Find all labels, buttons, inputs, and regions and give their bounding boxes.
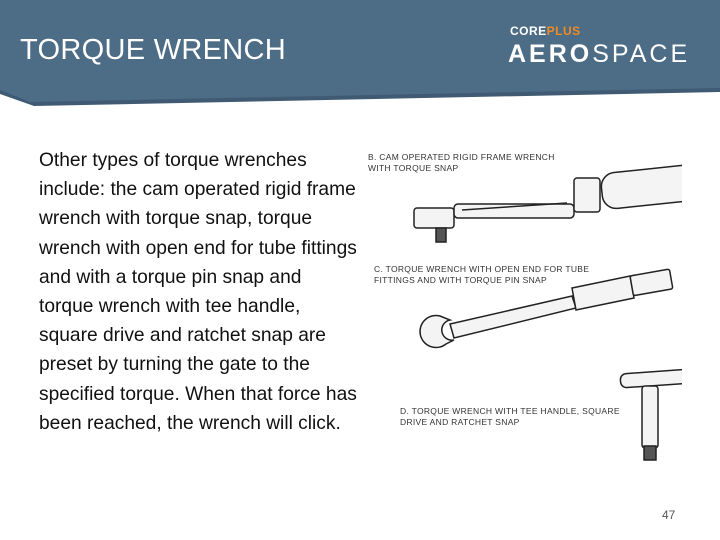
wrench-drawings [362, 148, 682, 473]
caption-c: C. TORQUE WRENCH WITH OPEN END FOR TUBE FITTINGS AND WITH TORQUE PIN SNAP [374, 264, 590, 285]
slide-header [0, 0, 720, 106]
logo-aerospace-text: AEROSPACE [508, 40, 691, 68]
logo-coreplus-text: COREPLUS [510, 24, 581, 38]
coreplus-aerospace-logo [508, 24, 708, 74]
caption-d: D. TORQUE WRENCH WITH TEE HANDLE, SQUARE DRIVE AND RATCHET SNAP [400, 406, 620, 427]
page-number: 47 [662, 508, 676, 522]
body-paragraph: Other types of torque wrenches include: the cam operated rigid frame wrench with torque snap, torque wrench with open end for tube fittings and with a torque pin snap and torque wrench with tee handle, square drive and ratchet snap are preset by turning the gate to the specified torque. When that force has been reached, the wrench will click. [39, 150, 357, 434]
wrench-d-drawing [620, 368, 682, 460]
caption-b: B. CAM OPERATED RIGID FRAME WRENCH WITH TORQUE SNAP [368, 152, 555, 173]
wrench-c-drawing [420, 269, 673, 347]
slide-title: TORQUE WRENCH [20, 34, 286, 66]
torque-wrench-illustration [362, 148, 682, 473]
wrench-b-drawing [414, 164, 682, 242]
